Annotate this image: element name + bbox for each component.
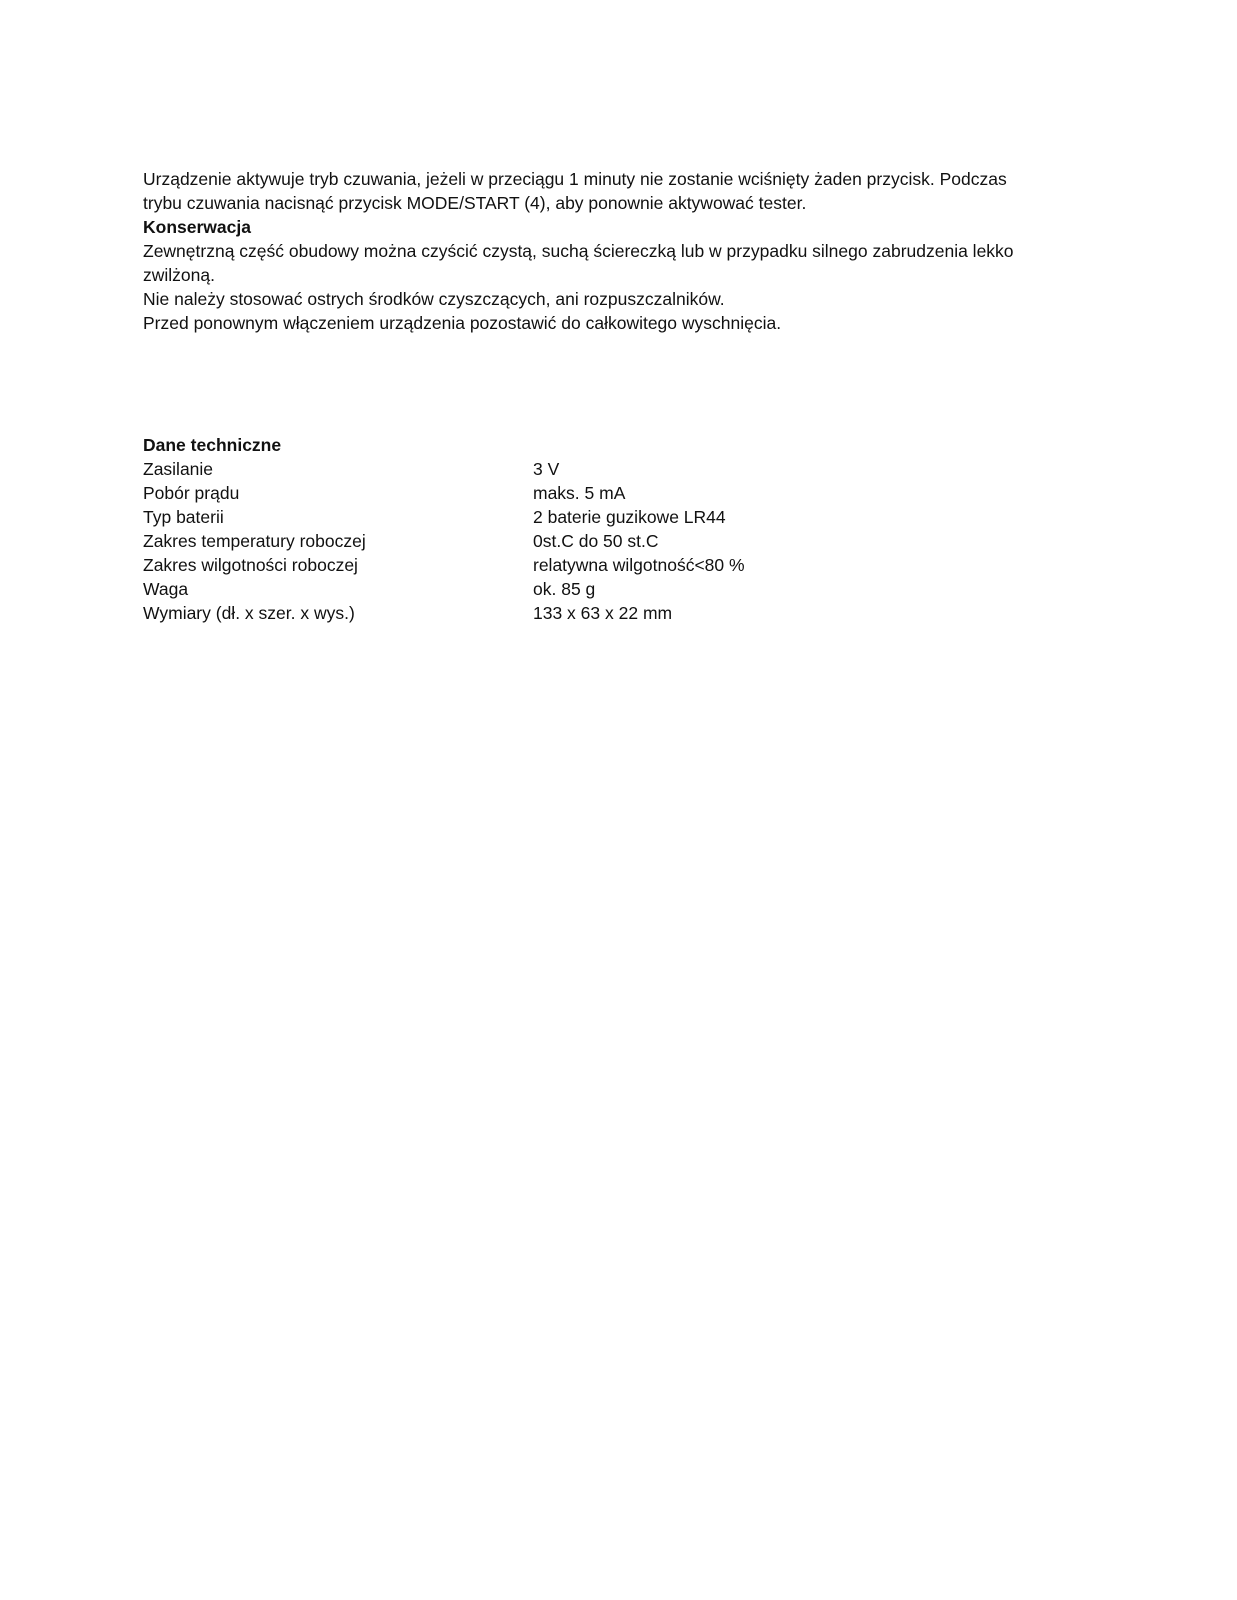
spec-value: relatywna wilgotność<80 % xyxy=(533,555,745,575)
technical-data-heading: Dane techniczne xyxy=(143,435,282,455)
maintenance-text-line-4: Przed ponownym włączeniem urządzenia pozostawić do całkowitego wyschnięcia. xyxy=(143,313,782,333)
spec-label: Typ baterii xyxy=(143,507,224,527)
spec-label: Zakres temperatury roboczej xyxy=(143,531,366,551)
intro-and-maintenance-section xyxy=(143,167,1063,335)
spec-value: 133 x 63 x 22 mm xyxy=(533,603,673,623)
spec-value: 2 baterie guzikowe LR44 xyxy=(533,507,726,527)
spec-label: Zakres wilgotności roboczej xyxy=(143,555,358,575)
standby-text-line-1: Urządzenie aktywuje tryb czuwania, jeżeli w przeciągu 1 minuty nie zostanie wciśnięty żaden przycisk. Podczas xyxy=(143,169,1007,189)
technical-data-section xyxy=(143,433,1063,625)
spec-row-weight xyxy=(143,577,1063,601)
spec-row-dimensions xyxy=(143,601,1063,625)
maintenance-heading: Konserwacja xyxy=(143,217,251,237)
spec-row-power-supply xyxy=(143,457,1063,481)
maintenance-text-line-2: zwilżoną. xyxy=(143,265,215,285)
spec-label: Waga xyxy=(143,579,189,599)
spec-value: maks. 5 mA xyxy=(533,483,626,503)
maintenance-text-line-1: Zewnętrzną część obudowy można czyścić czystą, suchą ściereczką lub w przypadku silnego zabrudzenia lekko xyxy=(143,241,1014,261)
spec-value: ok. 85 g xyxy=(533,579,596,599)
spec-row-operating-temperature xyxy=(143,529,1063,553)
spec-row-current-draw xyxy=(143,481,1063,505)
spec-label: Wymiary (dł. x szer. x wys.) xyxy=(143,603,355,623)
maintenance-text-line-3: Nie należy stosować ostrych środków czyszczących, ani rozpuszczalników. xyxy=(143,289,725,309)
spec-value: 3 V xyxy=(533,459,560,479)
spec-value: 0st.C do 50 st.C xyxy=(533,531,659,551)
spec-label: Zasilanie xyxy=(143,459,214,479)
spec-row-battery-type xyxy=(143,505,1063,529)
spec-label: Pobór prądu xyxy=(143,483,240,503)
spec-row-operating-humidity xyxy=(143,553,1063,577)
standby-text-line-2: trybu czuwania nacisnąć przycisk MODE/START (4), aby ponownie aktywować tester. xyxy=(143,193,807,213)
